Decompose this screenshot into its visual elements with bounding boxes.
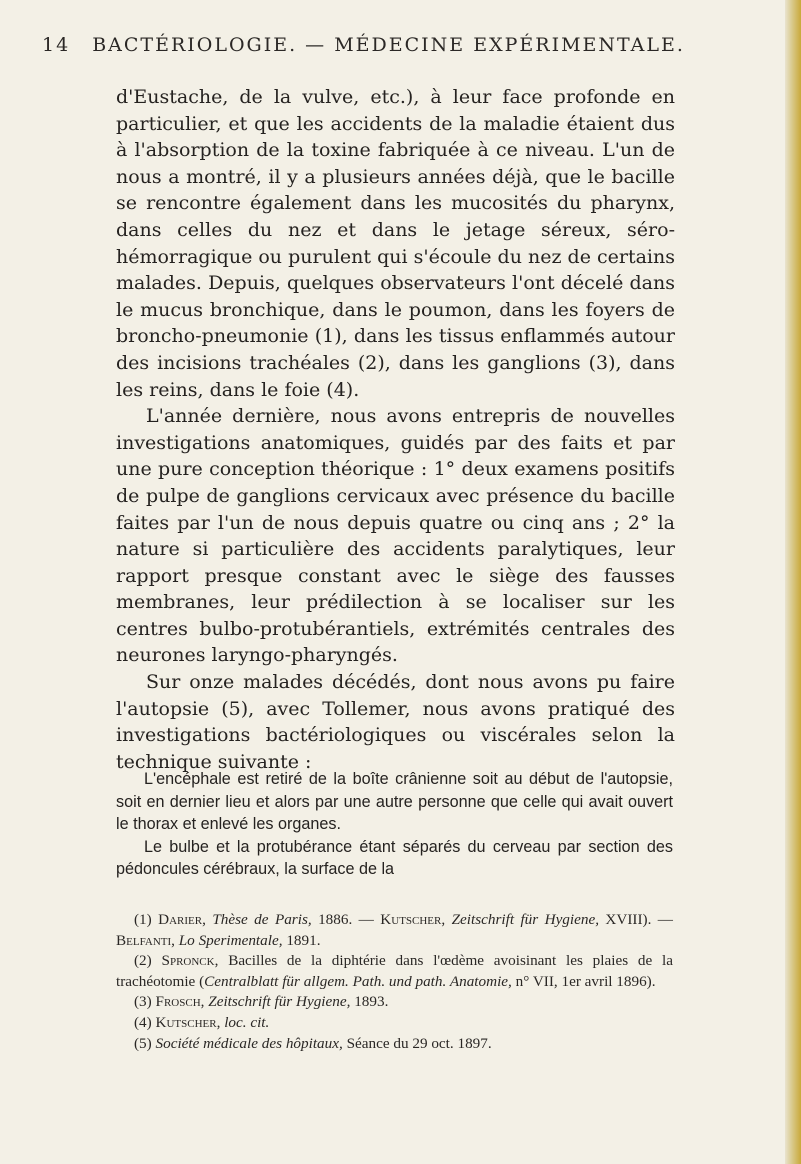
technique-paragraph: L'encéphale est retiré de la boîte crânienne soit au début de l'autopsie, soit en dernier lieu et alors par une autre personne que celle qui avait ouvert le thorax et enlevé les organes.	[116, 770, 673, 833]
footnote-author: Spronck	[161, 952, 215, 970]
footnote-4: (4) Kutscher, loc. cit.	[134, 1013, 270, 1031]
footnote-author: Kutscher	[155, 1013, 217, 1031]
footnote-author: Frosch	[155, 993, 201, 1011]
running-title: BACTÉRIOLOGIE. — MÉDECINE EXPÉRIMENTALE.	[92, 34, 685, 56]
page-number: 14	[42, 34, 71, 56]
footnote-author: Belfanti	[116, 931, 172, 949]
paragraph: Sur onze malades décédés, dont nous avons pu faire l'autopsie (5), avec Tollemer, nous avons pratiqué des investigations bactériologiques ou viscérales selon la technique suivante :	[116, 671, 675, 773]
footnote-3: (3) Frosch, Zeitschrift für Hygiene, 1893.	[134, 993, 389, 1011]
running-header	[42, 34, 732, 56]
footnote-author: Kutscher	[380, 911, 442, 928]
technique-text	[116, 768, 673, 881]
paragraph: d'Eustache, de la vulve, etc.), à leur face profonde en particulier, et que les accidents de la maladie étaient dus à l'absorption de la toxine fabriquée à ce niveau. L'un de nous a montré, il y a plusieurs années déjà, que le bacille se rencontre également dans les mucosités du pharynx, dans celles du nez et dans le jetage séreux, séro-hémorragique ou purulent qui s'écoule du nez de certains malades. Depuis, quelques observateurs l'ont décelé dans le mucus bronchique, dans le poumon, dans les foyers de broncho-pneumonie (1), dans les tissus enflammés autour des incisions trachéales (2), dans les ganglions (3), dans les reins, dans le foie (4).	[116, 86, 675, 401]
footnotes	[116, 910, 673, 1054]
footnote-author: Darier	[158, 911, 203, 928]
footnote-2: (2) Spronck, Bacilles de la diphtérie dans l'œdème avoisinant les plaies de la trachéotomie (Centralblatt für allgem. Path. und path. Anatomie, n° VII, 1er avril 1896).	[116, 952, 673, 990]
footnote-5: (5) Société médicale des hôpitaux, Séance du 29 oct. 1897.	[134, 1034, 492, 1052]
paragraph: L'année dernière, nous avons entrepris de nouvelles investigations anatomiques, guidés par des faits et par une pure conception théorique : 1° deux examens positifs de pulpe de ganglions cervicaux avec présence du bacille faites par l'un de nous depuis quatre ou cinq ans ; 2° la nature si particulière des accidents paralytiques, leur rapport presque constant avec le siège des fausses membranes, leur prédilection à se localiser sur les centres bulbo-protubérantiels, extrémités centrales des neurones laryngo-pharyngés.	[116, 405, 675, 667]
page-edge	[785, 0, 801, 1164]
footnote-1: (1) Darier, Thèse de Paris, 1886. — Kutscher, Zeitschrift für Hygiene, XVIII). — Belfanti, Lo Sperimentale, 1891.	[116, 911, 673, 949]
technique-paragraph: Le bulbe et la protubérance étant séparés du cerveau par section des pédoncules cérébraux, la surface de la	[116, 837, 673, 878]
main-text	[116, 84, 675, 775]
